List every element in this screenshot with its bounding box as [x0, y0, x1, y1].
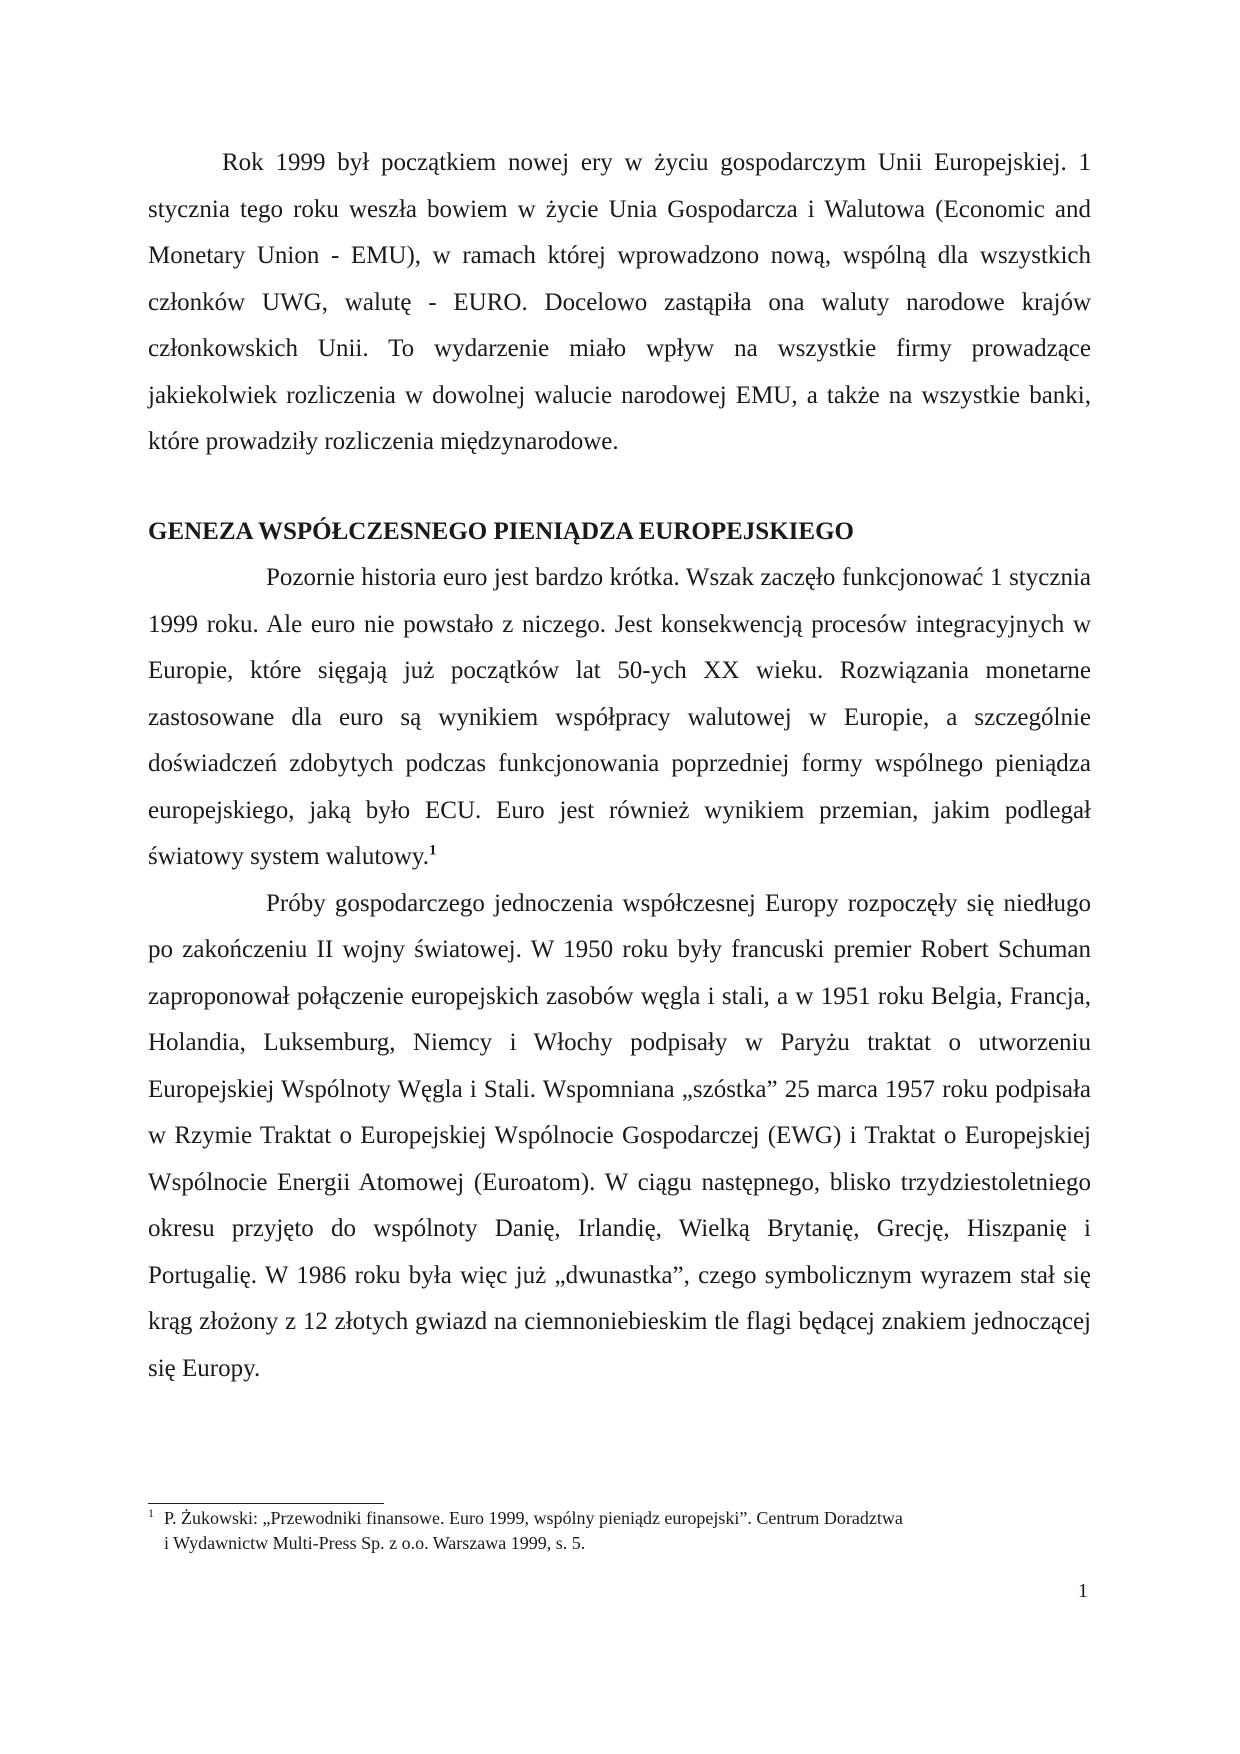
footnote	[148, 1506, 1091, 1556]
page-number: 1	[1078, 1580, 1088, 1602]
paragraph-history	[148, 555, 1091, 881]
footnote-line-2: i Wydawnictw Multi-Press Sp. z o.o. Warszawa 1999, s. 5.	[164, 1533, 586, 1553]
footnote-mark: 1	[148, 1506, 154, 1520]
document-body	[148, 140, 1091, 1392]
footnote-reference[interactable]: 1	[429, 842, 437, 859]
footnote-line-1: P. Żukowski: „Przewodniki finansowe. Euro 1999, wspólny pieniądz europejski”. Centrum Doradztwa	[164, 1508, 903, 1528]
paragraph-intro: Rok 1999 był początkiem nowej ery w życiu gospodarczym Unii Europejskiej. 1 stycznia tego roku weszła bowiem w życie Unia Gospodarcza i Walutowa (Economic and Monetary Union - EMU), w ramach której wprowadzono nową, wspólną dla wszystkich członków UWG, walutę - EURO. Docelowo zastąpiła ona waluty narodowe krajów członkowskich Unii. To wydarzenie miało wpływ na wszystkie firmy prowadzące jakiekolwiek rozliczenia w dowolnej walucie narodowej EMU, a także na wszystkie banki, które prowadziły rozliczenia międzynarodowe.	[148, 149, 1091, 455]
section-heading: GENEZA WSPÓŁCZESNEGO PIENIĄDZA EUROPEJSKIEGO	[148, 517, 854, 545]
paragraph-integration: Próby gospodarczego jednoczenia współczesnej Europy rozpoczęły się niedługo po zakończeniu II wojny światowej. W 1950 roku były francuski premier Robert Schuman zaproponował połączenie europejskich zasobów węgla i stali, a w 1951 roku Belgia, Francja, Holandia, Luksemburg, Niemcy i Włochy podpisały w Paryżu traktat o utworzeniu Europejskiej Wspólnoty Węgla i Stali. Wspomniana „szóstka” 25 marca 1957 roku podpisała w Rzymie Traktat o Europejskiej Wspólnocie Gospodarczej (EWG) i Traktat o Europejskiej Wspólnocie Energii Atomowej (Euroatom). W ciągu następnego, blisko trzydziestoletniego okresu przyjęto do wspólnoty Danię, Irlandię, Wielką Brytanię, Grecję, Hiszpanię i Portugalię. W 1986 roku była więc już „dwunastka”, czego symbolicznym wyrazem stał się krąg złożony z 12 złotych gwiazd na ciemnoniebieskim tle flagi będącej znakiem jednoczącej się Europy.	[148, 889, 1091, 1382]
paragraph-history-text: Pozornie historia euro jest bardzo krótka. Wszak zaczęło funkcjonować 1 stycznia 1999 roku. Ale euro nie powstało z niczego. Jest konsekwencją procesów integracyjnych w Europie, które sięgają już początków lat 50-ych XX wieku. Rozwiązania monetarne zastosowane dla euro są wynikiem współpracy walutowej w Europie, a szczególnie doświadczeń zdobytych podczas funkcjonowania poprzedniej formy wspólnego pieniądza europejskiego, jaką było ECU. Euro jest również wynikiem przemian, jakim podlegał światowy system walutowy.	[148, 564, 1091, 870]
footnote-separator	[148, 1503, 384, 1504]
